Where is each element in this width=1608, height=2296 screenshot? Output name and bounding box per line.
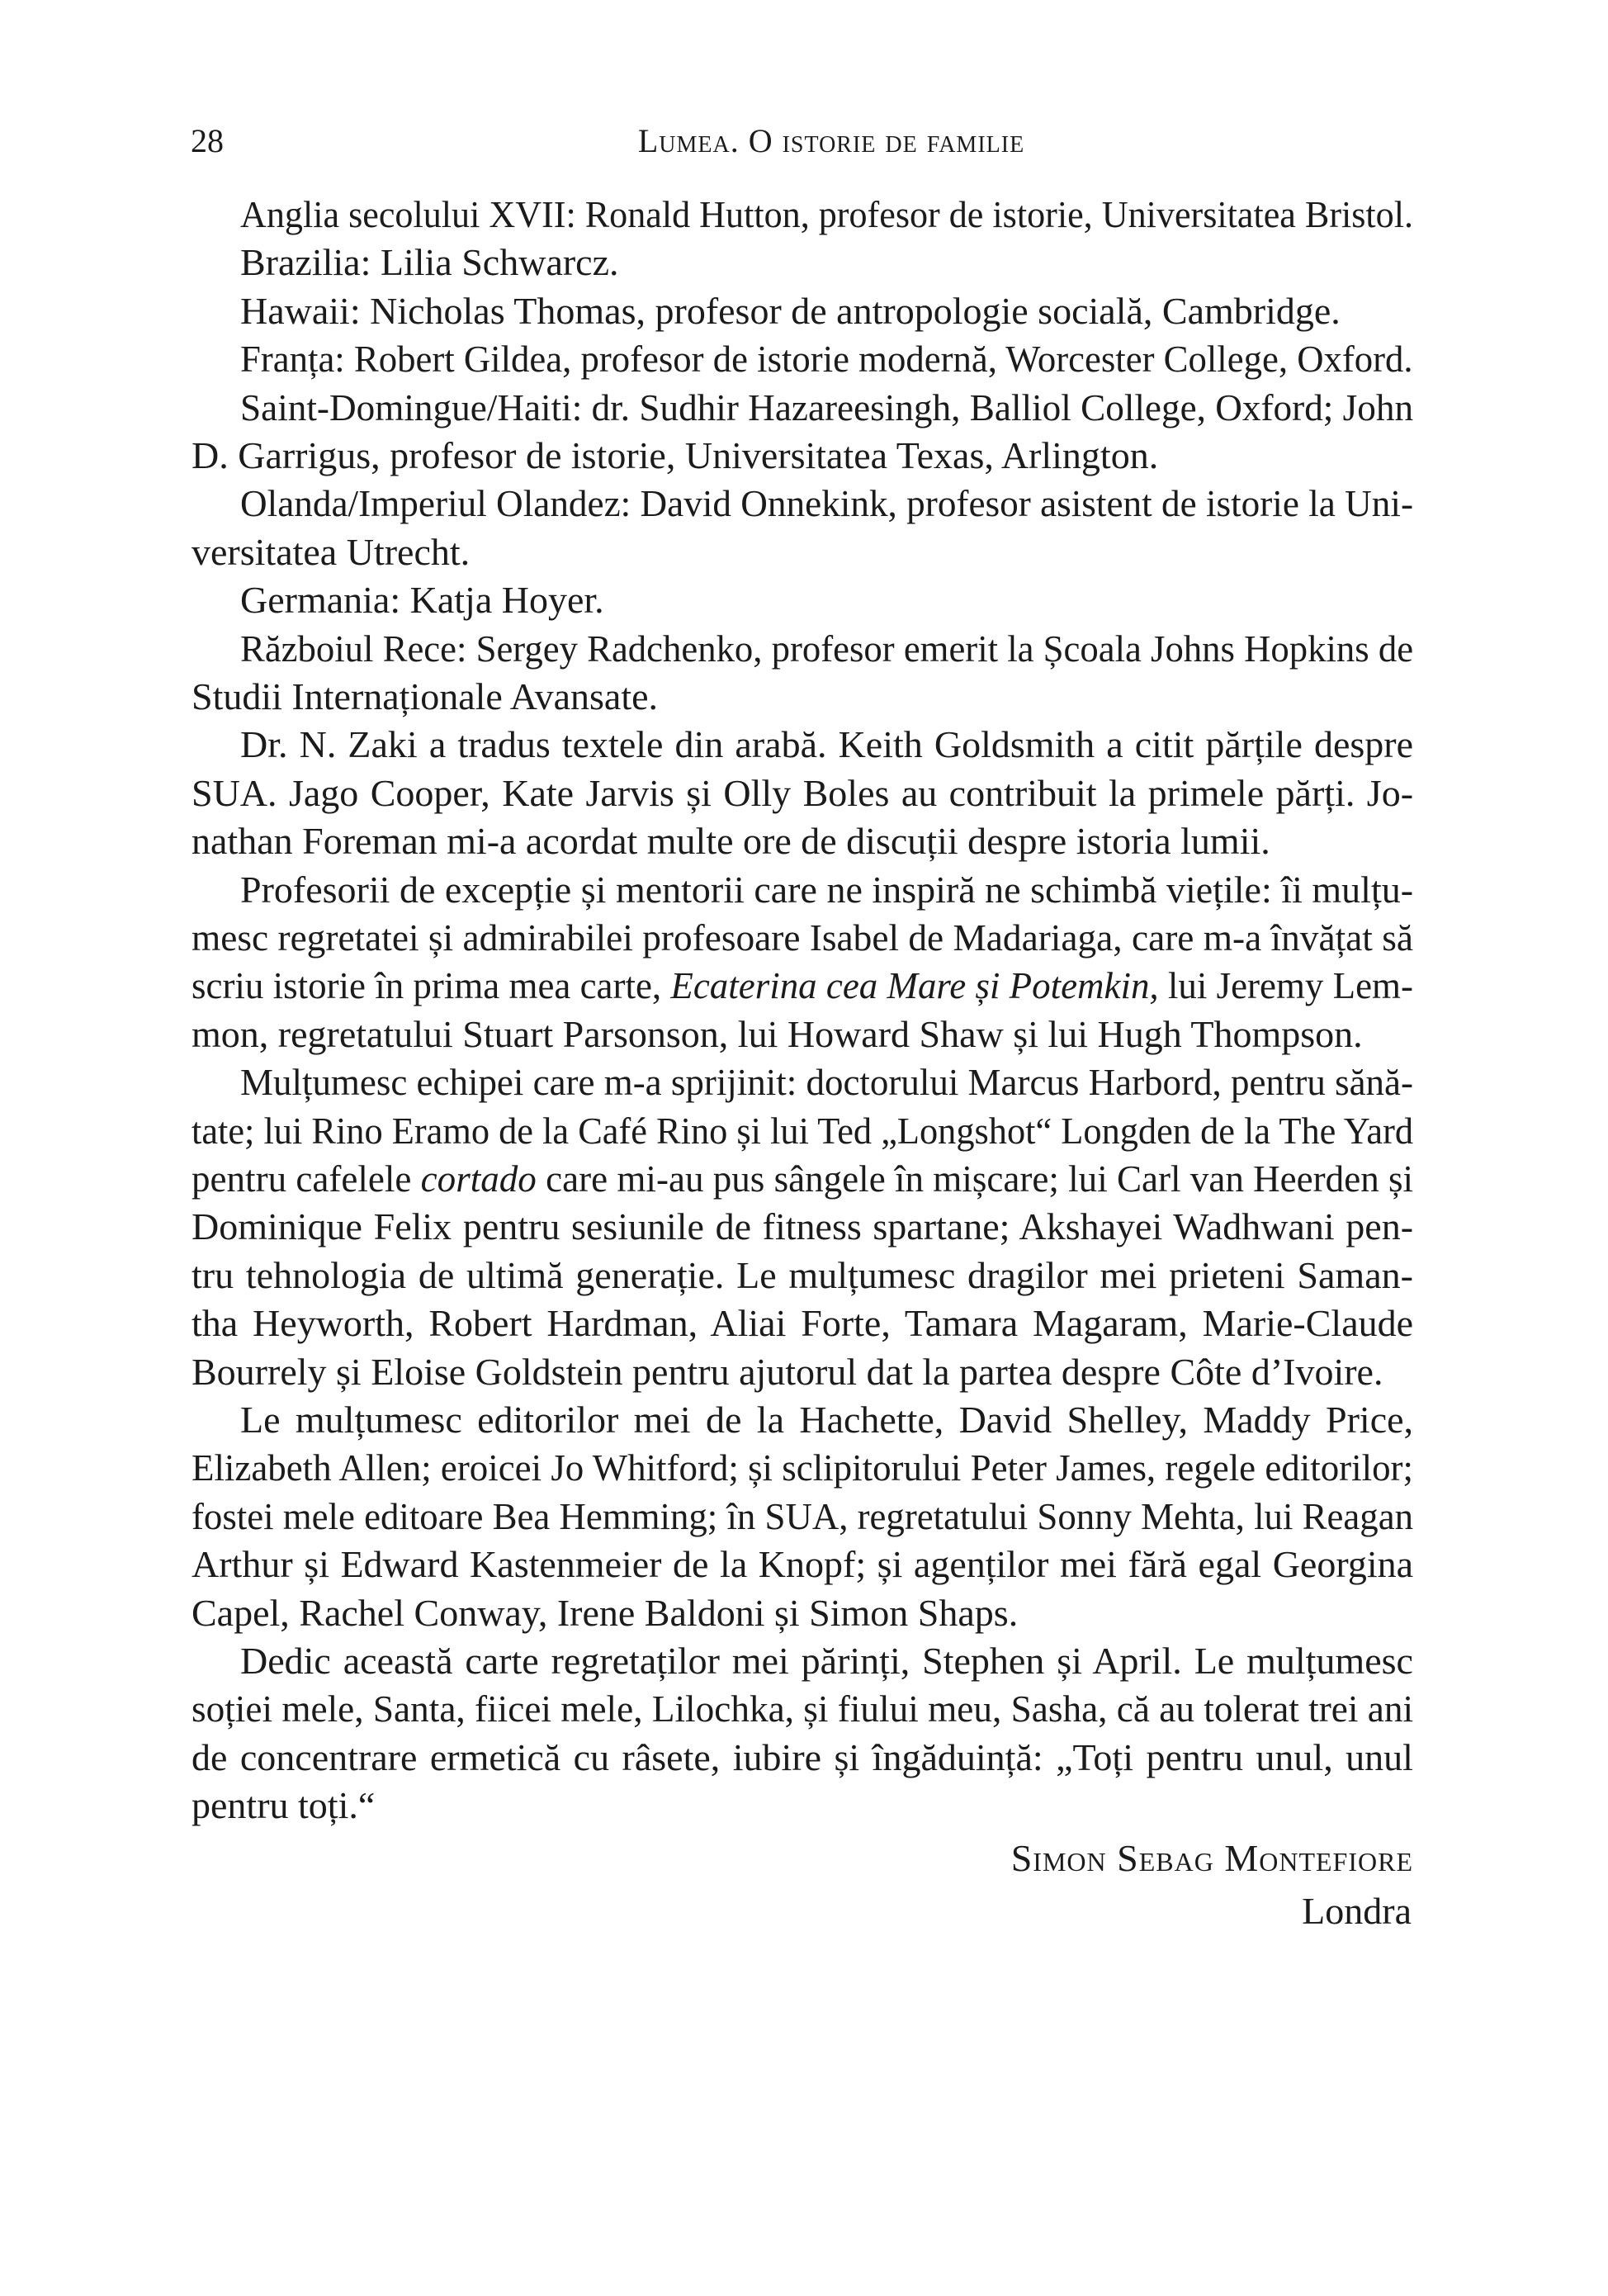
text-line: Franța: Robert Gildea, profesor de istorie modernă, Worcester College, Oxford. bbox=[240, 338, 1413, 381]
text-line: pentru toți.“ bbox=[192, 1784, 376, 1827]
signature-place: Londra bbox=[1302, 1890, 1412, 1932]
text-line: Dr. N. Zaki a tradus textele din arabă. Keith Goldsmith a citit părțile despre bbox=[240, 723, 1414, 766]
text-line: Elizabeth Allen; eroicei Jo Whitford; și sclipitorului Peter James, regele editorilor; bbox=[192, 1446, 1414, 1489]
text-line: Studii Internaționale Avansate. bbox=[192, 675, 659, 717]
text-line: versitatea Utrecht. bbox=[192, 530, 471, 573]
text-line: Profesorii de excepție și mentorii care ne inspiră ne schimbă viețile: îi mulțu- bbox=[240, 868, 1414, 911]
text-line: Arthur și Edward Kastenmeier de la Knopf; și agenților mei fără egal Georgina bbox=[192, 1543, 1414, 1586]
italic-title: Ecaterina cea Mare și Potemkin, bbox=[670, 964, 1159, 1007]
text-line: de concentrare ermetică cu râsete, iubire și îngăduință: „Toți pentru unul, unul bbox=[192, 1735, 1413, 1778]
text-segment: scriu istorie în prima mea carte, bbox=[192, 964, 671, 1007]
text-line: tha Heyworth, Robert Hardman, Aliai Forte, Tamara Magaram, Marie-Claude bbox=[192, 1302, 1414, 1345]
text-line: Mulțumesc echipei care m-a sprijinit: doctorului Marcus Harbord, pentru sănă- bbox=[240, 1061, 1413, 1104]
text-line bbox=[192, 962, 1413, 1010]
text-line: fostei mele editoare Bea Hemming; în SUA, regretatului Sonny Mehta, lui Reagan bbox=[192, 1494, 1414, 1537]
text-line: mon, regretatului Stuart Parsonson, lui Howard Shaw și lui Hugh Thompson. bbox=[192, 1012, 1363, 1055]
author-signature: Simon Sebag Montefiore bbox=[1010, 1837, 1413, 1879]
text-line: Dominique Felix pentru sesiunile de fitness spartane; Akshayei Wadhwani pen- bbox=[192, 1205, 1414, 1248]
text-line: Olanda/Imperiul Olandez: David Onnekink, profesor asistent de istorie la Uni- bbox=[240, 482, 1414, 525]
text-line: Saint-Domingue/Haiti: dr. Sudhir Hazareesingh, Balliol College, Oxford; John bbox=[240, 386, 1414, 428]
text-line: mesc regretatei și admirabilei profesoare Isabel de Madariaga, care m-a învățat să bbox=[192, 916, 1413, 959]
italic-title: cortado bbox=[420, 1157, 537, 1200]
text-line: tru tehnologia de ultimă generație. Le mulțumesc dragilor mei prieteni Saman- bbox=[192, 1253, 1413, 1296]
text-line: Capel, Rachel Conway, Irene Baldoni și Simon Shaps. bbox=[192, 1591, 1019, 1634]
text-line: Hawaii: Nicholas Thomas, profesor de antropologie socială, Cambridge. bbox=[240, 289, 1341, 332]
text-line: nathan Foreman mi-a acordat multe ore de discuții despre istoria lumii. bbox=[192, 820, 1270, 863]
text-line: Anglia secolului XVII: Ronald Hutton, profesor de istorie, Universitatea Bristol. bbox=[240, 193, 1414, 235]
text-line: Războiul Rece: Sergey Radchenko, profesor emerit la Școala Johns Hopkins de bbox=[240, 627, 1414, 670]
text-line: Germania: Katja Hoyer. bbox=[240, 579, 604, 622]
text-line: D. Garrigus, profesor de istorie, Universitatea Texas, Arlington. bbox=[192, 434, 1159, 476]
text-line bbox=[192, 1155, 1413, 1203]
text-line: soției mele, Santa, fiicei mele, Lilochka, și fiului meu, Sasha, că au tolerat trei ani bbox=[192, 1688, 1414, 1730]
text-segment: pentru cafelele bbox=[192, 1157, 421, 1200]
text-segment: lui Jeremy Lem- bbox=[1158, 964, 1413, 1007]
running-title: Lumea. O istorie de familie bbox=[637, 122, 1025, 159]
text-line: Brazilia: Lilia Schwarcz. bbox=[240, 241, 619, 284]
text-segment: care mi-au pus sângele în mișcare; lui Carl van Heerden și bbox=[536, 1157, 1414, 1200]
text-line: Bourrely și Eloise Goldstein pentru ajutorul dat la partea despre Côte d’Ivoire. bbox=[192, 1350, 1383, 1393]
text-line: SUA. Jago Cooper, Kate Jarvis și Olly Boles au contribuit la primele părți. Jo- bbox=[192, 771, 1414, 814]
page-number: 28 bbox=[191, 122, 224, 159]
text-line: Le mulțumesc editorilor mei de la Hachette, David Shelley, Maddy Price, bbox=[240, 1399, 1414, 1441]
text-line: tate; lui Rino Eramo de la Café Rino și lui Ted „Longshot“ Longden de la The Yard bbox=[192, 1109, 1414, 1152]
text-line: Dedic această carte regretaților mei părinți, Stephen și April. Le mulțumesc bbox=[240, 1640, 1413, 1682]
